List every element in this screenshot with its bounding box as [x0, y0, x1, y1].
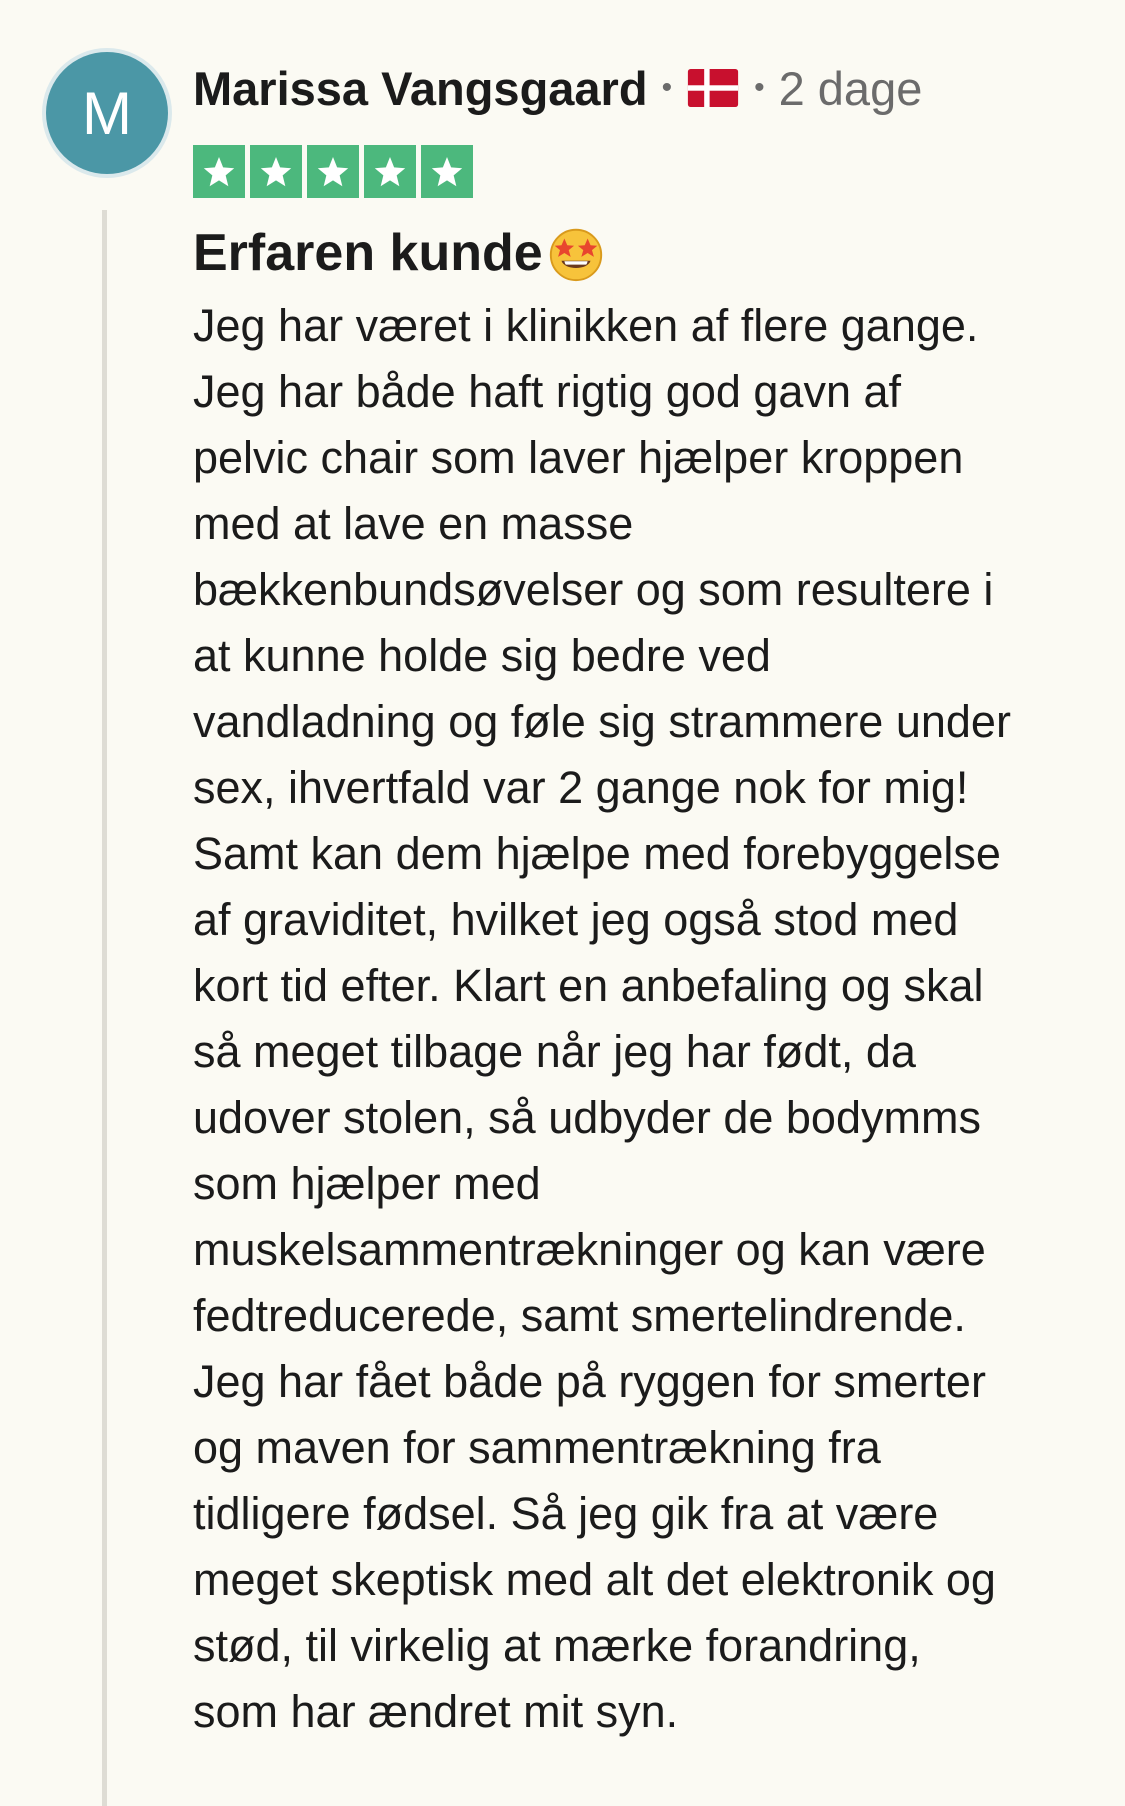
separator-dot: • — [661, 71, 673, 104]
review-body-line: stød, til virkelig at mærke forandring, — [193, 1620, 921, 1671]
review-body-line: som hjælper med — [193, 1158, 541, 1209]
star-struck-emoji-icon — [543, 222, 607, 284]
review-body-line: bækkenbundsøvelser og som resultere i — [193, 564, 994, 615]
review-title — [193, 222, 607, 284]
review-body-line: at kunne holde sig bedre ved — [193, 630, 771, 681]
review-body-line: fedtreducerede, samt smertelindrende. — [193, 1290, 966, 1341]
reviewer-name[interactable]: Marissa Vangsgaard — [193, 61, 648, 115]
star-icon — [421, 145, 473, 198]
star-icon — [250, 145, 302, 198]
review-body-line: udover stolen, så udbyder de bodymms — [193, 1092, 981, 1143]
review-age: 2 dage — [778, 61, 923, 115]
review-body-line: med at lave en masse — [193, 498, 634, 549]
review-body-line: pelvic chair som laver hjælper kroppen — [193, 432, 964, 483]
star-rating — [193, 145, 473, 198]
review-body-line: og maven for sammentrækning fra — [193, 1422, 881, 1473]
review-body-line: Jeg har været i klinikken af flere gange. — [193, 300, 979, 351]
review-body-line: Samt kan dem hjælpe med forebyggelse — [193, 828, 1001, 879]
review-body-line: sex, ihvertfald var 2 gange nok for mig! — [193, 762, 969, 813]
star-icon — [307, 145, 359, 198]
star-icon — [193, 145, 245, 198]
review-body-line: vandladning og føle sig strammere under — [193, 696, 1011, 747]
denmark-flag-icon — [686, 69, 740, 107]
thread-divider — [102, 210, 107, 1806]
review-body-line: af graviditet, hvilket jeg også stod med — [193, 894, 959, 945]
review-body-line: så meget tilbage når jeg har født, da — [193, 1026, 916, 1077]
separator-dot: • — [754, 71, 765, 104]
reviewer-avatar[interactable] — [46, 52, 168, 174]
avatar-initial: M — [82, 79, 132, 147]
review-body-line: Jeg har fået både på ryggen for smerter — [193, 1356, 986, 1407]
review-header — [193, 58, 922, 118]
review-body-line: tidligere fødsel. Så jeg gik fra at være — [193, 1488, 939, 1539]
review-title-text: Erfaren kunde — [193, 224, 543, 282]
review-body — [193, 293, 1093, 1745]
review-body-line: Jeg har både haft rigtig god gavn af — [193, 366, 902, 417]
review-body-line: som har ændret mit syn. — [193, 1686, 679, 1737]
star-icon — [364, 145, 416, 198]
review-body-line: meget skeptisk med alt det elektronik og — [193, 1554, 996, 1605]
review-body-line: muskelsammentrækninger og kan være — [193, 1224, 986, 1275]
review-body-line: kort tid efter. Klart en anbefaling og skal — [193, 960, 984, 1011]
